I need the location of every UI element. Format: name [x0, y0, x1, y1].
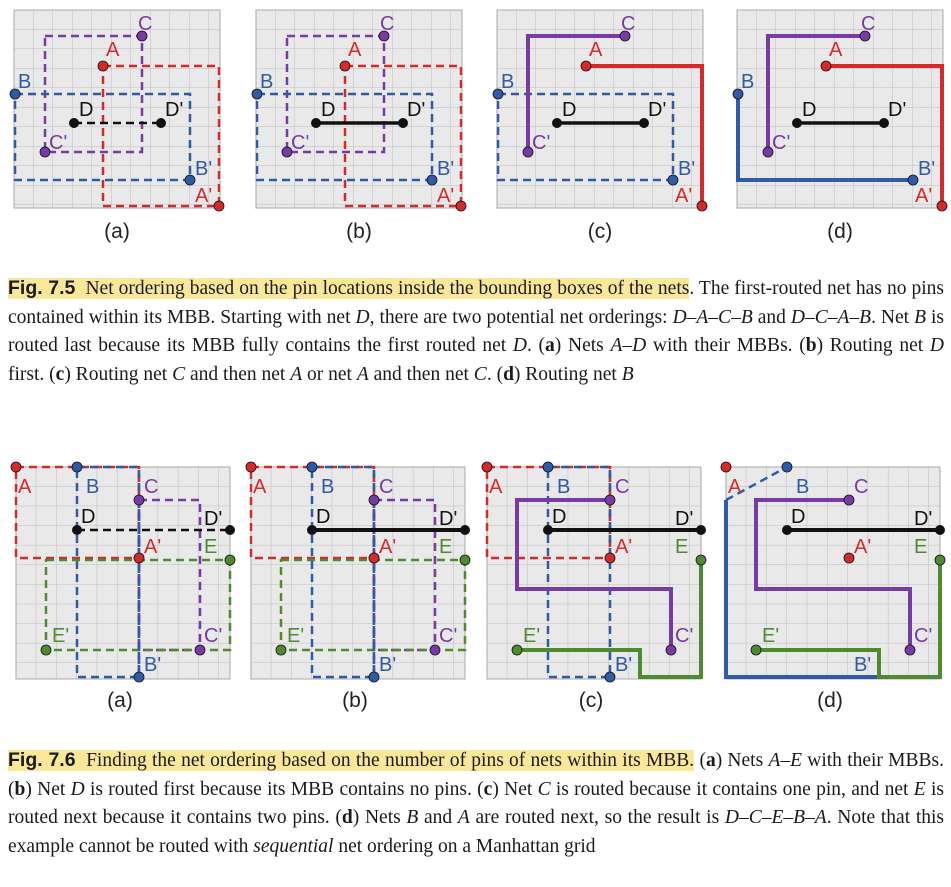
- caption-text: ) Nets: [554, 335, 611, 356]
- caption-text: ) Routing net: [816, 335, 930, 356]
- label-d: D: [562, 99, 577, 121]
- fig76-panel-c: [482, 462, 706, 712]
- label-b: B: [501, 71, 515, 93]
- pin-d-prime: [935, 525, 945, 535]
- subfigure-label: (d): [817, 689, 843, 712]
- caption-text: net ordering on a Manhattan grid: [333, 835, 596, 857]
- net-name: E: [913, 778, 926, 800]
- pin-c: [605, 495, 615, 505]
- figure-title: Net ordering based on the pin locations inside the bounding boxes of the nets: [85, 278, 690, 299]
- label-b-prime: B': [615, 654, 633, 676]
- panel-ref: b: [14, 778, 26, 800]
- caption-text: first. (: [8, 363, 56, 385]
- label-d: D: [81, 506, 96, 528]
- caption-text: ) Net: [25, 778, 71, 800]
- label-c-prime: C': [49, 132, 68, 154]
- subfigure-label: (a): [104, 220, 130, 243]
- panel-ref: b: [805, 335, 817, 356]
- caption-text: is routed first because its MBB contains no pins. (: [84, 778, 484, 800]
- label-b: B: [796, 476, 810, 498]
- label-c-prime: C': [439, 625, 458, 647]
- caption-text: ) Routing net: [64, 363, 173, 385]
- label-b: B: [86, 476, 100, 498]
- label-b-prime: B': [918, 158, 936, 180]
- pin-b: [543, 462, 553, 472]
- label-b-prime: B': [144, 654, 162, 676]
- label-e: E: [204, 536, 218, 558]
- label-a: A: [348, 39, 362, 61]
- pin-a-prime: [134, 553, 144, 563]
- label-d-prime: D': [439, 508, 458, 530]
- net-name: B: [621, 363, 634, 385]
- label-a-prime: A': [615, 536, 633, 558]
- label-d-prime: D': [165, 99, 184, 121]
- caption-text: with their MBBs. (: [646, 335, 806, 356]
- label-c-prime: C': [772, 132, 791, 154]
- pin-d-prime: [225, 525, 235, 535]
- panel-ref: c: [55, 363, 65, 385]
- label-a-prime: A': [437, 185, 455, 207]
- pin-b-prime: [369, 672, 379, 682]
- caption-text: , there are two potential net orderings:: [369, 306, 673, 328]
- label-a: A: [489, 476, 503, 498]
- label-c: C: [621, 13, 636, 35]
- subfigure-label: (b): [342, 689, 368, 712]
- caption-text: ) Net: [492, 778, 538, 800]
- caption-text: are routed next, so the result is: [469, 807, 725, 828]
- caption-text: or net: [302, 363, 357, 385]
- net-order: D–A–C–B: [672, 306, 753, 328]
- subfigure-label: (c): [587, 220, 613, 243]
- pin-e-prime: [512, 645, 522, 655]
- label-b-prime: B': [437, 158, 455, 180]
- pin-e: [225, 555, 235, 565]
- pin-e-prime: [751, 645, 761, 655]
- pin-a: [11, 462, 21, 472]
- label-b: B: [321, 476, 335, 498]
- label-d: D: [552, 506, 567, 528]
- net-name: C: [473, 363, 487, 385]
- caption-text: . Net: [871, 306, 915, 328]
- label-c-prime: C': [914, 625, 933, 647]
- caption-text: . Note that this example cannot be routed with: [8, 807, 944, 857]
- pin-a-prime: [844, 553, 854, 563]
- label-e-prime: E': [762, 625, 780, 647]
- caption-text: is routed next because it contains two pins. (: [8, 778, 944, 828]
- pin-e-prime: [276, 645, 286, 655]
- net-name: C: [537, 778, 551, 800]
- label-c: C: [861, 13, 876, 35]
- pin-c: [369, 495, 379, 505]
- subfigure-label: (a): [107, 689, 133, 712]
- pin-d-prime: [460, 525, 470, 535]
- pin-e: [696, 555, 706, 565]
- label-b: B: [18, 71, 32, 93]
- label-d: D: [791, 506, 806, 528]
- caption-highlight: [8, 750, 694, 771]
- pin-b-prime: [605, 672, 615, 682]
- label-d-prime: D': [675, 508, 694, 530]
- pin-c: [844, 495, 854, 505]
- caption-text: and then net: [368, 363, 474, 385]
- label-e-prime: E': [287, 625, 305, 647]
- caption-text: is routed last because its MBB fully contains the first routed net: [8, 306, 945, 356]
- label-c-prime: C': [675, 625, 694, 647]
- caption-text: . (: [486, 363, 504, 385]
- caption-text: ) Nets: [715, 750, 769, 771]
- label-a-prime: A': [144, 536, 162, 558]
- caption-text: and then net: [185, 363, 291, 385]
- net-name: D: [512, 335, 527, 356]
- label-b-prime: B': [854, 654, 872, 676]
- label-a: A: [106, 39, 120, 61]
- pin-e-prime: [41, 645, 51, 655]
- label-c: C: [144, 476, 159, 498]
- net-name: B: [406, 807, 419, 828]
- pin-b: [72, 462, 82, 472]
- net-name: D: [929, 335, 944, 356]
- pin-a-prime: [605, 553, 615, 563]
- label-a-prime: A': [854, 536, 872, 558]
- label-c: C: [138, 13, 153, 35]
- label-b-prime: B': [195, 158, 213, 180]
- pin-a: [721, 462, 731, 472]
- pin-b: [782, 462, 792, 472]
- label-b: B: [557, 476, 571, 498]
- caption-text: ) Routing net: [513, 363, 622, 385]
- label-b: B: [260, 71, 274, 93]
- label-d: D: [316, 506, 331, 528]
- net-name: A: [356, 363, 369, 385]
- net-name: D: [70, 778, 85, 800]
- net-range: A–E: [768, 750, 803, 771]
- caption-text: (: [694, 750, 706, 771]
- net-range: A–D: [610, 335, 647, 356]
- panel-ref: d: [503, 363, 514, 385]
- pin-a-prime: [369, 553, 379, 563]
- caption-text: is routed because it contains one pin, and net: [550, 778, 914, 800]
- label-a-prime: A': [379, 536, 397, 558]
- pin-b: [307, 462, 317, 472]
- caption-text: . (: [526, 335, 546, 356]
- label-c-prime: C': [532, 132, 551, 154]
- panel-ref: a: [705, 750, 716, 771]
- label-e-prime: E': [523, 625, 541, 647]
- figure-number: Fig. 7.5: [8, 277, 76, 299]
- label-a: A: [728, 476, 742, 498]
- figure-7-6-caption: [8, 746, 944, 861]
- label-e: E: [439, 536, 453, 558]
- subfigure-label: (c): [578, 689, 604, 712]
- label-a-prime: A': [915, 185, 933, 207]
- label-a: A: [829, 39, 843, 61]
- panel-ref: a: [545, 335, 555, 356]
- caption-text: with their MBBs. (: [8, 750, 944, 800]
- net-order: D–C–A–B: [790, 306, 872, 328]
- label-e: E: [914, 536, 928, 558]
- net-name: C: [172, 363, 186, 385]
- label-a-prime: A': [675, 185, 693, 207]
- figure-title: Finding the net ordering based on the number of pins of nets within its MBB.: [86, 750, 695, 771]
- label-d-prime: D': [204, 508, 223, 530]
- pin-d-prime: [696, 525, 706, 535]
- label-c: C: [615, 476, 630, 498]
- emphasis-word: sequential: [253, 835, 334, 857]
- label-d: D: [802, 99, 817, 121]
- caption-text: . The first-routed net has no pins contained within its MBB. Starting with net: [8, 278, 944, 328]
- caption-text: ) Nets: [352, 807, 407, 828]
- net-name: D: [355, 306, 370, 328]
- figure-number: Fig. 7.6: [8, 749, 76, 771]
- panel-ref: d: [341, 807, 353, 828]
- label-c: C: [380, 13, 395, 35]
- label-e: E: [675, 536, 689, 558]
- label-a: A: [253, 476, 267, 498]
- label-c-prime: C': [204, 625, 223, 647]
- pin-a: [482, 462, 492, 472]
- label-b-prime: B': [678, 158, 696, 180]
- label-d-prime: D': [648, 99, 667, 121]
- label-d-prime: D': [914, 508, 933, 530]
- net-name: A: [290, 363, 303, 385]
- pin-e: [935, 555, 945, 565]
- label-c: C: [854, 476, 869, 498]
- label-b: B: [741, 71, 755, 93]
- label-c: C: [379, 476, 394, 498]
- panel-ref: c: [483, 778, 493, 800]
- label-b-prime: B': [379, 654, 397, 676]
- label-c-prime: C': [291, 132, 310, 154]
- label-a: A: [589, 39, 603, 61]
- fig76-panel-b: [246, 462, 470, 712]
- net-name: B: [914, 306, 927, 328]
- label-d-prime: D': [407, 99, 426, 121]
- pin-a: [246, 462, 256, 472]
- subfigure-label: (b): [346, 220, 372, 243]
- label-a-prime: A': [195, 185, 213, 207]
- net-order: D–C–E–B–A: [724, 807, 827, 828]
- fig76-panel-d: [721, 462, 945, 712]
- pin-e: [460, 555, 470, 565]
- fig76-panel-a: [11, 462, 235, 712]
- pin-b-prime: [134, 672, 144, 682]
- caption-text: and: [752, 306, 791, 328]
- label-d: D: [79, 99, 94, 121]
- label-e-prime: E': [52, 625, 70, 647]
- label-a: A: [18, 476, 32, 498]
- net-name: A: [457, 807, 470, 828]
- caption-text: and: [418, 807, 458, 828]
- label-d-prime: D': [888, 99, 907, 121]
- pin-c: [134, 495, 144, 505]
- label-d: D: [321, 99, 336, 121]
- subfigure-label: (d): [827, 220, 853, 243]
